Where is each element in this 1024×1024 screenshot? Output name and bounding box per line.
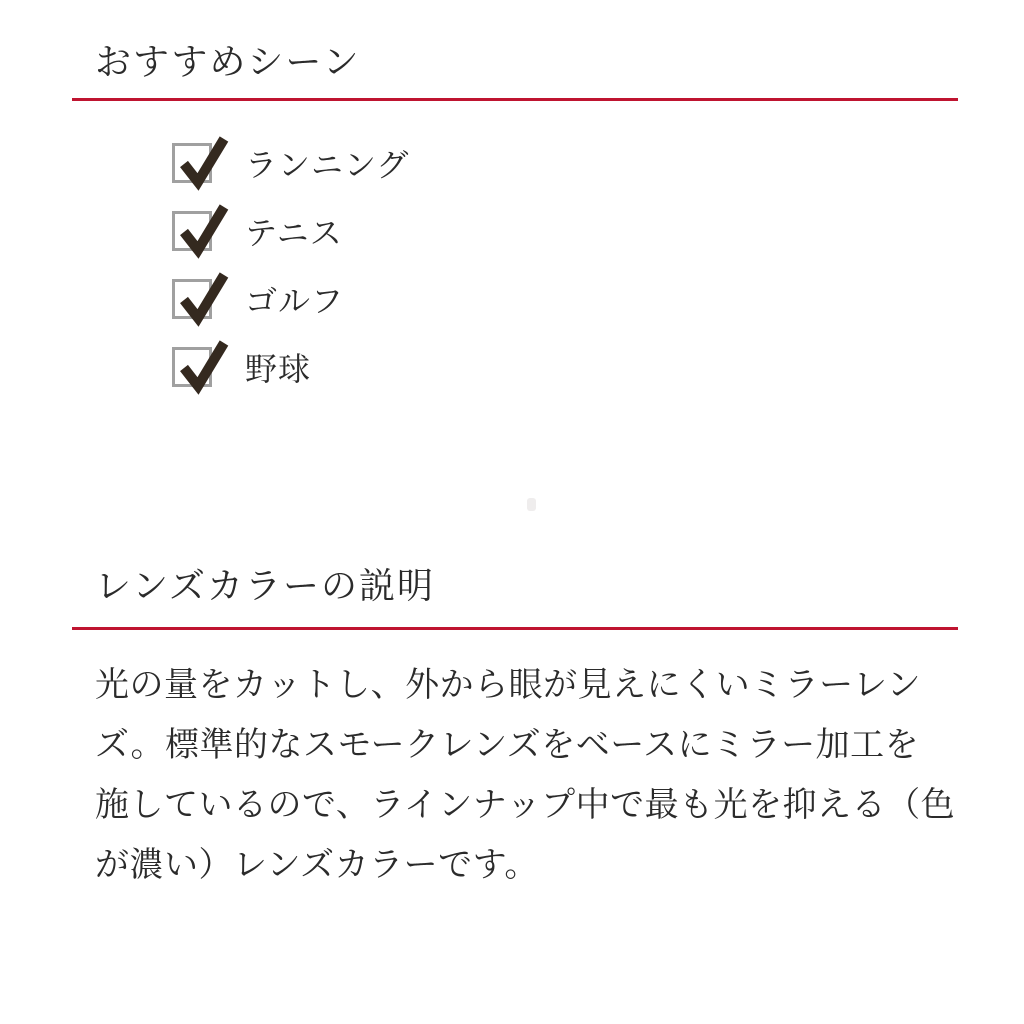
recommended-scenes-title: おすすめシーン bbox=[95, 41, 361, 82]
scene-label-golf: ゴルフ bbox=[245, 283, 345, 319]
checkbox-running[interactable] bbox=[172, 143, 212, 183]
scene-checklist bbox=[172, 143, 409, 415]
scene-label-baseball: 野球 bbox=[245, 351, 312, 387]
checkmark-icon bbox=[175, 200, 229, 256]
description-line: 光の量をカットし、外から眼が見えにくいミラーレン bbox=[95, 666, 922, 704]
scene-label-running: ランニング bbox=[245, 147, 410, 183]
description-line: ズ。標準的なスモークレンズをベースにミラー加工を bbox=[95, 726, 920, 764]
scene-item-golf bbox=[172, 279, 409, 319]
faint-smudge bbox=[527, 498, 536, 511]
checkmark-icon bbox=[175, 132, 229, 188]
scene-item-running bbox=[172, 143, 409, 183]
red-divider bbox=[72, 627, 958, 630]
checkbox-baseball[interactable] bbox=[172, 347, 212, 387]
description-line: が濃い）レンズカラーです。 bbox=[95, 846, 539, 884]
checkbox-tennis[interactable] bbox=[172, 211, 212, 251]
checkbox-golf[interactable] bbox=[172, 279, 212, 319]
scene-item-baseball bbox=[172, 347, 409, 387]
lens-color-title: レンズカラーの説明 bbox=[95, 565, 436, 606]
description-line: 施しているので、ラインナップ中で最も光を抑える（色 bbox=[95, 786, 956, 824]
scene-item-tennis bbox=[172, 211, 409, 251]
scene-label-tennis: テニス bbox=[245, 215, 343, 251]
checkmark-icon bbox=[175, 336, 229, 392]
red-divider bbox=[72, 98, 958, 101]
checkmark-icon bbox=[175, 268, 229, 324]
lens-color-description bbox=[95, 655, 955, 895]
